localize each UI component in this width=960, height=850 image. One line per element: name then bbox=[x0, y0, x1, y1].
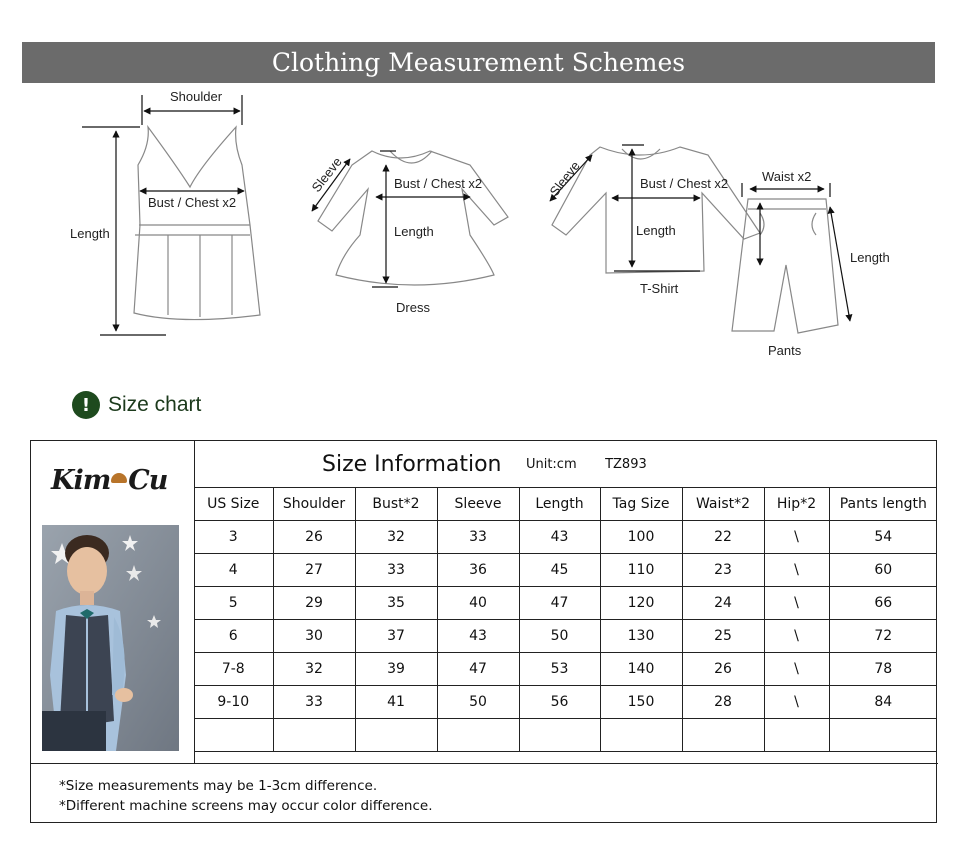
dress-bust-label: Bust / Chest x2 bbox=[394, 176, 483, 191]
table-cell bbox=[829, 719, 937, 752]
table-cell: 56 bbox=[519, 686, 600, 719]
table-cell: \ bbox=[764, 686, 829, 719]
table-cell: 27 bbox=[273, 554, 355, 587]
table-cell: 5 bbox=[194, 587, 273, 620]
note-line: *Size measurements may be 1-3cm difference. bbox=[59, 778, 378, 794]
table-row bbox=[194, 719, 937, 752]
column-header: Shoulder bbox=[273, 488, 355, 521]
size-table-panel bbox=[30, 440, 937, 823]
pants-diagram bbox=[732, 199, 838, 333]
table-cell: \ bbox=[764, 620, 829, 653]
table-cell: 40 bbox=[437, 587, 519, 620]
pants-waist-label: Waist x2 bbox=[762, 169, 812, 184]
table-cell: 33 bbox=[273, 686, 355, 719]
column-header: US Size bbox=[194, 488, 273, 521]
dress-length-label: Length bbox=[394, 224, 434, 239]
page-banner: Clothing Measurement Schemes bbox=[22, 42, 935, 83]
table-cell: 32 bbox=[355, 521, 437, 554]
dress-caption: Dress bbox=[396, 300, 430, 315]
table-cell: \ bbox=[764, 521, 829, 554]
table-cell: 47 bbox=[519, 587, 600, 620]
table-cell bbox=[600, 719, 682, 752]
table-cell: 3 bbox=[194, 521, 273, 554]
table-cell: 60 bbox=[829, 554, 937, 587]
exclamation-icon: ! bbox=[72, 391, 100, 419]
table-unit: Unit:cm bbox=[525, 456, 577, 472]
table-cell: 36 bbox=[437, 554, 519, 587]
table-cell: 72 bbox=[829, 620, 937, 653]
table-cell: 43 bbox=[519, 521, 600, 554]
column-header: Tag Size bbox=[600, 488, 682, 521]
column-header: Pants length bbox=[829, 488, 937, 521]
table-row bbox=[194, 554, 937, 587]
table-cell: 33 bbox=[437, 521, 519, 554]
table-cell bbox=[437, 719, 519, 752]
table-cell: 26 bbox=[682, 653, 764, 686]
vest-diagram bbox=[134, 127, 260, 320]
table-cell: \ bbox=[764, 554, 829, 587]
size-chart-heading bbox=[72, 390, 201, 420]
table-header-row bbox=[194, 488, 937, 521]
tshirt-caption: T-Shirt bbox=[640, 281, 679, 296]
table-cell: \ bbox=[764, 587, 829, 620]
table-title: Size Information bbox=[322, 451, 502, 477]
table-cell: 6 bbox=[194, 620, 273, 653]
table-cell: 25 bbox=[682, 620, 764, 653]
table-row bbox=[194, 686, 937, 719]
table-cell: 28 bbox=[682, 686, 764, 719]
column-header: Sleeve bbox=[437, 488, 519, 521]
notes-section bbox=[31, 763, 938, 823]
column-header: Hip*2 bbox=[764, 488, 829, 521]
tshirt-bust-label: Bust / Chest x2 bbox=[640, 176, 729, 191]
table-row bbox=[194, 653, 937, 686]
table-cell: 4 bbox=[194, 554, 273, 587]
product-photo bbox=[42, 525, 179, 751]
size-chart-label: Size chart bbox=[108, 393, 202, 416]
table-cell: 35 bbox=[355, 587, 437, 620]
table-cell: 29 bbox=[273, 587, 355, 620]
pants-length-label: Length bbox=[850, 250, 890, 265]
table-cell: 24 bbox=[682, 587, 764, 620]
table-cell: 100 bbox=[600, 521, 682, 554]
table-cell bbox=[764, 719, 829, 752]
table-row bbox=[194, 521, 937, 554]
tshirt-diagram bbox=[552, 147, 760, 273]
column-header: Bust*2 bbox=[355, 488, 437, 521]
table-cell: 30 bbox=[273, 620, 355, 653]
product-code: TZ893 bbox=[605, 456, 647, 472]
table-cell: 66 bbox=[829, 587, 937, 620]
table-cell bbox=[682, 719, 764, 752]
table-cell bbox=[355, 719, 437, 752]
table-cell: 23 bbox=[682, 554, 764, 587]
table-row bbox=[194, 587, 937, 620]
vest-bust-label: Bust / Chest x2 bbox=[148, 195, 237, 210]
table-cell: 50 bbox=[519, 620, 600, 653]
table-cell: 9-10 bbox=[194, 686, 273, 719]
hat-icon bbox=[111, 473, 127, 483]
table-cell: 110 bbox=[600, 554, 682, 587]
table-cell: 45 bbox=[519, 554, 600, 587]
vest-length-label: Length bbox=[70, 226, 110, 241]
size-table bbox=[194, 441, 937, 752]
table-cell: 120 bbox=[600, 587, 682, 620]
tshirt-sleeve-label: Sleeve bbox=[546, 158, 583, 199]
table-cell: 78 bbox=[829, 653, 937, 686]
table-cell: \ bbox=[764, 653, 829, 686]
vest-shoulder-label: Shoulder bbox=[170, 89, 223, 104]
table-cell: 41 bbox=[355, 686, 437, 719]
column-header: Length bbox=[519, 488, 600, 521]
table-cell bbox=[194, 719, 273, 752]
table-cell: 22 bbox=[682, 521, 764, 554]
table-cell: 7-8 bbox=[194, 653, 273, 686]
table-title-row bbox=[194, 441, 937, 488]
table-cell: 130 bbox=[600, 620, 682, 653]
pants-caption: Pants bbox=[768, 343, 802, 358]
brand-column bbox=[31, 441, 195, 763]
table-cell: 43 bbox=[437, 620, 519, 653]
table-cell: 84 bbox=[829, 686, 937, 719]
table-cell: 39 bbox=[355, 653, 437, 686]
brand-logo: Kim Cu bbox=[51, 465, 168, 496]
table-cell: 47 bbox=[437, 653, 519, 686]
dress-diagram bbox=[318, 151, 508, 285]
table-cell: 26 bbox=[273, 521, 355, 554]
table-cell bbox=[519, 719, 600, 752]
table-cell: 54 bbox=[829, 521, 937, 554]
table-cell: 33 bbox=[355, 554, 437, 587]
table-row bbox=[194, 620, 937, 653]
note-line: *Different machine screens may occur color difference. bbox=[59, 798, 433, 814]
table-cell: 32 bbox=[273, 653, 355, 686]
table-cell: 50 bbox=[437, 686, 519, 719]
table-cell: 150 bbox=[600, 686, 682, 719]
table-cell: 140 bbox=[600, 653, 682, 686]
dress-sleeve-label: Sleeve bbox=[308, 154, 345, 195]
table-cell bbox=[273, 719, 355, 752]
table-cell: 37 bbox=[355, 620, 437, 653]
table-cell: 53 bbox=[519, 653, 600, 686]
tshirt-length-label: Length bbox=[636, 223, 676, 238]
measurement-diagrams bbox=[0, 85, 960, 375]
column-header: Waist*2 bbox=[682, 488, 764, 521]
